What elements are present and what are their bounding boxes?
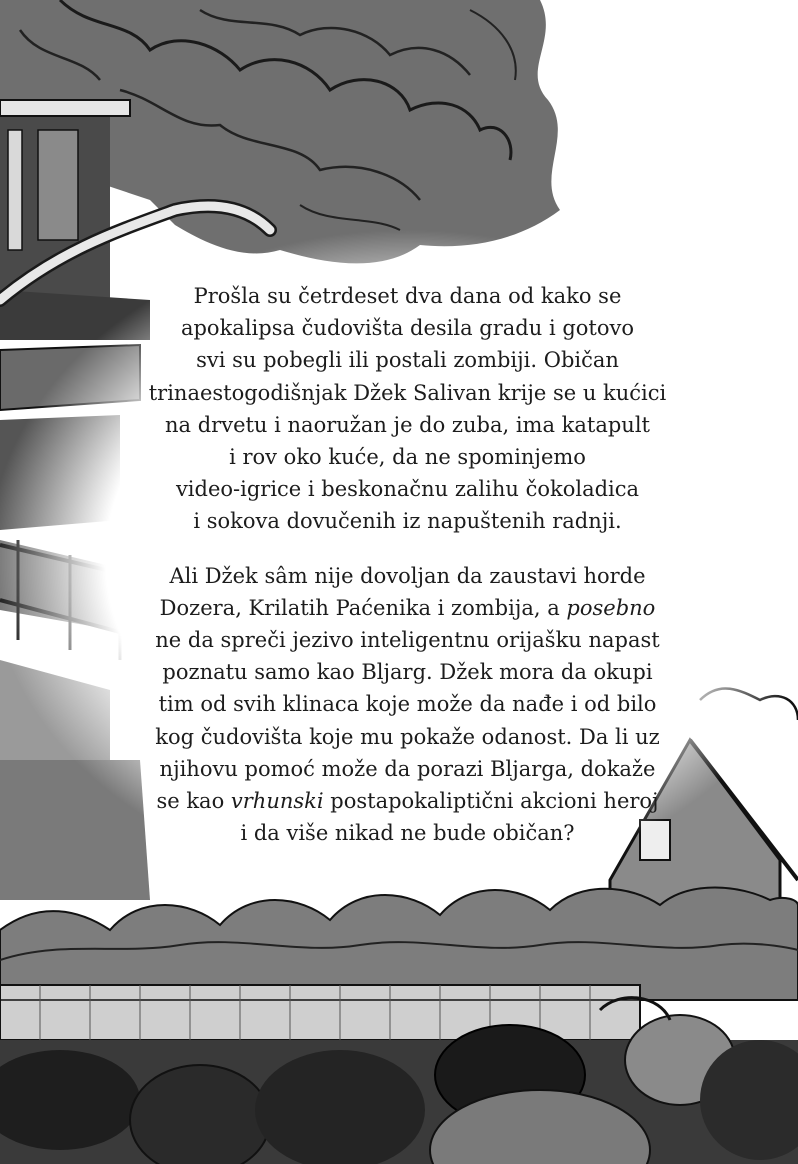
- blurb-line: [100, 592, 715, 624]
- blurb-text: se kao: [156, 789, 231, 814]
- blurb-line: i sokova dovučenih iz napuštenih radnji.: [193, 509, 622, 534]
- blurb-line: trinaestogodišnjak Džek Salivan krije se u kućici: [148, 380, 667, 405]
- blurb-text: postapokaliptični akcioni heroj: [323, 789, 659, 814]
- blurb-line: svi su pobegli ili postali zombiji. Običan: [196, 348, 619, 373]
- blurb-emphasis: posebno: [566, 595, 656, 620]
- blurb-line: Prošla su četrdeset dva dana od kako se: [193, 284, 622, 308]
- blurb-line: Ali Džek sâm nije dovoljan da zaustavi horde: [169, 563, 646, 588]
- bushes: [0, 888, 798, 1001]
- blurb-line: i rov oko kuće, da ne spominjemo: [229, 445, 586, 470]
- blurb-line: njihovu pomoć može da porazi Bljarga, dokaže: [159, 756, 656, 781]
- cover-blurb: [100, 280, 715, 849]
- blurb-paragraph-2: [100, 560, 715, 850]
- blurb-line: kog čudovišta koje mu pokaže odanost. Da li uz: [155, 724, 660, 749]
- blurb-paragraph-1: [100, 280, 715, 538]
- blurb-line: [100, 785, 715, 817]
- blurb-line: i da više nikad ne bude običan?: [240, 821, 575, 846]
- blurb-line: poznatu samo kao Bljarg. Džek mora da okupi: [162, 660, 653, 685]
- blurb-line: na drvetu i naoružan je do zuba, ima katapult: [165, 412, 650, 437]
- blurb-text: Dozera, Krilatih Paćenika i zombija, a: [159, 595, 567, 620]
- blurb-line: apokalipsa čudovišta desila gradu i gotovo: [180, 316, 635, 341]
- blurb-line: tim od svih klinaca koje može da nađe i od bilo: [158, 692, 657, 717]
- blurb-emphasis: vrhunski: [230, 789, 324, 814]
- blurb-line: ne da spreči jezivo inteligentnu orijašku napast: [155, 628, 660, 653]
- blurb-line: video-igrice i beskonačnu zalihu čokoladica: [175, 477, 640, 502]
